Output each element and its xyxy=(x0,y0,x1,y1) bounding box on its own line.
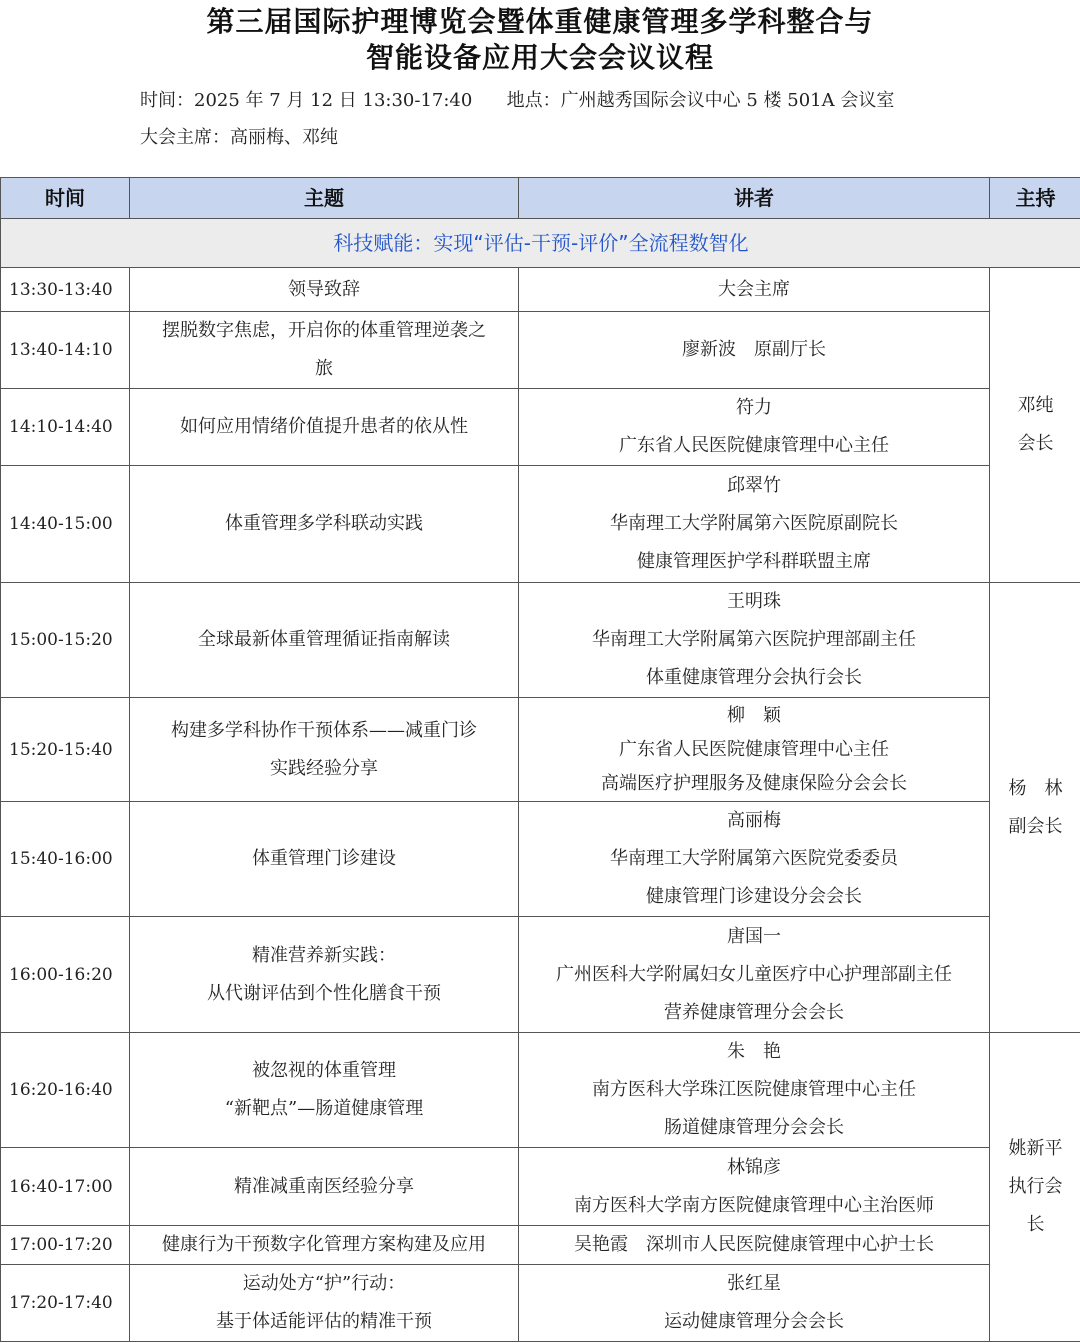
session-time: 16:20-16:40 xyxy=(1,1033,130,1148)
session-host xyxy=(990,1033,1080,1342)
topic-line: 实践经验分享 xyxy=(270,757,378,779)
session-speaker xyxy=(519,1265,990,1342)
speaker-line: 唐国一 xyxy=(727,925,781,947)
session-host xyxy=(990,268,1080,583)
topic-line: 体重管理门诊建设 xyxy=(252,848,396,869)
session-time: 14:40-15:00 xyxy=(1,466,130,583)
agenda-title-line1: 第三届国际护理博览会暨体重健康管理多学科整合与 xyxy=(206,5,874,38)
session-time: 17:00-17:20 xyxy=(1,1226,130,1265)
speaker-line: 廖新波 原副厅长 xyxy=(682,339,826,360)
session-topic xyxy=(130,1265,519,1342)
column-header-topic: 主题 xyxy=(130,178,519,219)
session-speaker xyxy=(519,466,990,583)
topic-line: 从代谢评估到个性化膳食干预 xyxy=(207,982,441,1004)
table-row xyxy=(1,389,1080,466)
topic-line: 全球最新体重管理循证指南解读 xyxy=(198,629,450,650)
topic-line: 运动处方“护”行动： xyxy=(242,1273,406,1294)
session-time: 16:00-16:20 xyxy=(1,917,130,1033)
host-line: 副会长 xyxy=(1008,815,1063,837)
speaker-line: 南方医科大学南方医院健康管理中心主治医师 xyxy=(574,1194,934,1216)
column-header-time: 时间 xyxy=(1,178,130,219)
speaker-line: 张红星 xyxy=(727,1273,781,1294)
session-speaker xyxy=(519,1226,990,1265)
host-line: 长 xyxy=(1026,1214,1045,1235)
time-place-info: 时间：2025 年 7 月 12 日 13:30-17:40 地点：广州越秀国际会议中心 5 楼 501A 会议室 xyxy=(140,90,895,111)
speaker-line: 华南理工大学附属第六医院党委委员 xyxy=(610,848,898,869)
table-row xyxy=(1,312,1080,389)
table-row xyxy=(1,1148,1080,1226)
table-row xyxy=(1,268,1080,312)
topic-line: 精准减重南医经验分享 xyxy=(234,1175,414,1197)
session-time: 16:40-17:00 xyxy=(1,1148,130,1226)
session-speaker xyxy=(519,1033,990,1148)
speaker-line: 王明珠 xyxy=(727,591,781,612)
session-time: 15:20-15:40 xyxy=(1,698,130,802)
topic-line: 精准营养新实践： xyxy=(252,944,396,966)
topic-line: 体重管理多学科联动实践 xyxy=(225,513,423,534)
session-speaker xyxy=(519,698,990,802)
topic-line: 领导致辞 xyxy=(288,278,360,300)
session-topic xyxy=(130,466,519,583)
session-speaker xyxy=(519,917,990,1033)
agenda-title-line2: 智能设备应用大会会议议程 xyxy=(365,41,714,74)
host-line: 会长 xyxy=(1017,433,1054,454)
speaker-line: 广东省人民医院健康管理中心主任 xyxy=(619,435,889,456)
speaker-line: 林锦彦 xyxy=(727,1156,781,1178)
topic-line: 基于体适能评估的精准干预 xyxy=(216,1311,432,1332)
speaker-line: 广州医科大学附属妇女儿童医疗中心护理部副主任 xyxy=(556,963,952,985)
session-speaker xyxy=(519,802,990,917)
session-host xyxy=(990,583,1080,1033)
speaker-line: 吴艳霞 深圳市人民医院健康管理中心护士长 xyxy=(574,1234,934,1255)
topic-line: 被忽视的体重管理 xyxy=(252,1060,396,1081)
table-row xyxy=(1,583,1080,698)
session-topic xyxy=(130,1148,519,1226)
agenda-header xyxy=(0,0,1080,176)
table-row xyxy=(1,1265,1080,1342)
table-row xyxy=(1,466,1080,583)
session-time: 15:40-16:00 xyxy=(1,802,130,917)
topic-line: 构建多学科协作干预体系——减重门诊 xyxy=(171,719,477,741)
speaker-line: 华南理工大学附属第六医院护理部副主任 xyxy=(592,629,916,650)
speaker-line: 柳 颖 xyxy=(727,704,781,726)
speaker-line: 大会主席 xyxy=(718,278,790,300)
session-time: 13:40-14:10 xyxy=(1,312,130,389)
table-row xyxy=(1,698,1080,802)
session-time: 17:20-17:40 xyxy=(1,1265,130,1342)
speaker-line: 符力 xyxy=(736,397,772,418)
agenda-table xyxy=(0,177,1080,1342)
speaker-line: 高丽梅 xyxy=(727,810,781,831)
speaker-line: 朱 艳 xyxy=(727,1041,781,1062)
host-line: 邓纯 xyxy=(1017,395,1054,416)
session-topic xyxy=(130,583,519,698)
session-speaker xyxy=(519,268,990,312)
session-time: 14:10-14:40 xyxy=(1,389,130,466)
session-topic xyxy=(130,917,519,1033)
table-header-row xyxy=(1,178,1080,219)
speaker-line: 华南理工大学附属第六医院原副院长 xyxy=(610,513,898,534)
topic-line: 摆脱数字焦虑，开启你的体重管理逆袭之 xyxy=(162,320,486,341)
topic-line: “新靶点”—肠道健康管理 xyxy=(224,1098,424,1119)
table-row xyxy=(1,802,1080,917)
speaker-line: 健康管理门诊建设分会会长 xyxy=(646,886,862,907)
topic-line: 健康行为干预数字化管理方案构建及应用 xyxy=(162,1234,486,1255)
session-speaker xyxy=(519,583,990,698)
table-row xyxy=(1,1033,1080,1148)
column-header-host: 主持 xyxy=(990,178,1080,219)
speaker-line: 邱翠竹 xyxy=(727,475,781,496)
speaker-line: 健康管理医护学科群联盟主席 xyxy=(637,551,871,572)
topic-line: 如何应用情绪价值提升患者的依从性 xyxy=(180,416,468,437)
speaker-line: 运动健康管理分会会长 xyxy=(664,1311,844,1332)
session-topic xyxy=(130,389,519,466)
session-topic xyxy=(130,1226,519,1265)
speaker-line: 肠道健康管理分会会长 xyxy=(664,1117,844,1138)
speaker-line: 南方医科大学珠江医院健康管理中心主任 xyxy=(592,1079,916,1100)
session-speaker xyxy=(519,389,990,466)
speaker-line: 营养健康管理分会会长 xyxy=(664,1001,844,1023)
speaker-line: 高端医疗护理服务及健康保险分会会长 xyxy=(601,772,907,794)
session-topic xyxy=(130,1033,519,1148)
column-header-speaker: 讲者 xyxy=(519,178,990,219)
topic-line: 旅 xyxy=(315,358,333,379)
host-line: 执行会 xyxy=(1008,1176,1063,1197)
chair-info: 大会主席：高丽梅、邓纯 xyxy=(140,127,338,148)
host-line: 姚新平 xyxy=(1008,1138,1063,1159)
session-topic xyxy=(130,268,519,312)
speaker-line: 体重健康管理分会执行会长 xyxy=(646,667,862,688)
session-time: 15:00-15:20 xyxy=(1,583,130,698)
session-speaker xyxy=(519,312,990,389)
section-row xyxy=(1,219,1080,268)
session-topic xyxy=(130,312,519,389)
table-row xyxy=(1,1226,1080,1265)
speaker-line: 广东省人民医院健康管理中心主任 xyxy=(619,738,889,760)
host-line: 杨 林 xyxy=(1008,777,1063,799)
table-row xyxy=(1,917,1080,1033)
session-time: 13:30-13:40 xyxy=(1,268,130,312)
session-speaker xyxy=(519,1148,990,1226)
session-topic xyxy=(130,698,519,802)
section-title: 科技赋能：实现“评估-干预-评价”全流程数智化 xyxy=(1,219,1080,268)
session-topic xyxy=(130,802,519,917)
